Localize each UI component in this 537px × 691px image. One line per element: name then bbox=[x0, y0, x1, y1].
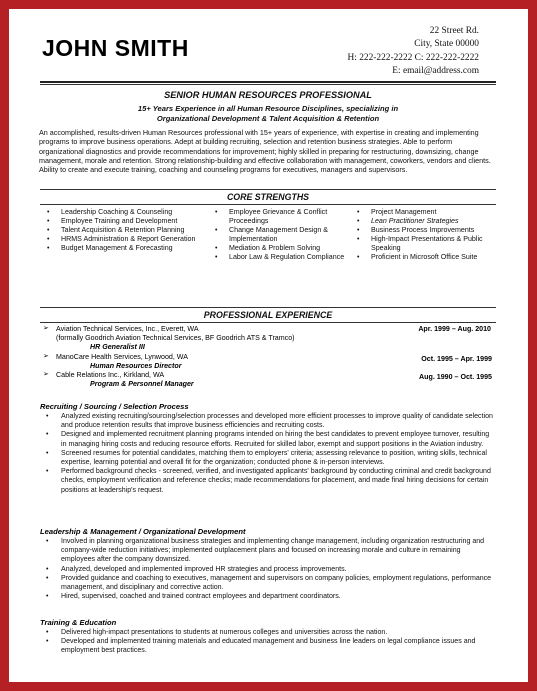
core-strengths-column-1 bbox=[46, 208, 211, 253]
bullet-icon: • bbox=[46, 538, 49, 545]
recruiting-list bbox=[46, 412, 494, 495]
list-item-text: Proficient in Microsoft Office Suite bbox=[371, 253, 478, 261]
job-dates: Aug. 1990 – Oct. 1995 bbox=[419, 373, 492, 381]
section-divider bbox=[40, 189, 496, 190]
list-item-text: Delivered high-impact presentations to students at numerous colleges and universities across the nation. bbox=[61, 629, 388, 636]
list-item-text: Leadership Coaching & Counseling bbox=[61, 208, 173, 216]
list-item bbox=[356, 208, 501, 217]
list-item bbox=[214, 244, 354, 253]
bullet-icon: • bbox=[215, 209, 218, 216]
list-item-text: Analyzed, developed and implemented improved HR strategies and process improvements. bbox=[61, 565, 347, 573]
list-item-text: Hired, supervised, coached and trained contract employees and department coordinators. bbox=[61, 593, 341, 601]
job-dates: Apr. 1999 – Aug. 2010 bbox=[418, 325, 491, 333]
headline-subtitle bbox=[40, 104, 496, 124]
bullet-icon: • bbox=[357, 227, 360, 234]
bullet-icon: • bbox=[46, 565, 49, 573]
list-item bbox=[214, 226, 354, 244]
list-item bbox=[46, 217, 211, 226]
bullet-icon: • bbox=[215, 254, 218, 261]
bullet-icon: • bbox=[47, 236, 50, 243]
candidate-name: JOHN SMITH bbox=[42, 35, 189, 61]
bullet-icon: • bbox=[46, 574, 49, 582]
list-item-text: Performed background checks - screened, verified, and investigated applicants' background by conducting criminal and credit background checks, employment verification and reference checks; made recommendations for placement, and made final hiring decisions for certain positions at leadership's request. bbox=[61, 468, 491, 494]
list-item bbox=[356, 217, 501, 226]
list-item bbox=[46, 412, 494, 430]
list-item-text: Talent Acquisition & Retention Planning bbox=[61, 226, 185, 234]
job-entry bbox=[43, 353, 498, 371]
arrow-icon: ➢ bbox=[43, 325, 49, 332]
bullet-icon: • bbox=[46, 638, 49, 646]
contact-email: E: email@address.com bbox=[392, 66, 479, 77]
list-item bbox=[46, 637, 494, 655]
contact-phones: H: 222-222-2222 C: 222-222-2222 bbox=[347, 52, 479, 63]
section-divider bbox=[40, 204, 496, 205]
list-item-text: Involved in planning organizational business strategies and implementing change management, including organization restructuring and company-wide reduction initiatives; implemented outplacement plans and focused on increasing morale and culture in remaining employees after the company downsized. bbox=[61, 538, 485, 564]
list-item bbox=[46, 628, 494, 637]
list-item bbox=[46, 565, 494, 574]
list-item-text: Analyzed existing recruiting/sourcing/selection processes and developed more efficient processes to improve quality of candidate selection and produce retention results that improve business efficiencies and recruiting costs. bbox=[61, 413, 493, 430]
list-item-text: Employee Grievance & Conflict Proceedings bbox=[229, 208, 328, 225]
contact-address: 22 Street Rd. bbox=[429, 26, 479, 36]
bullet-icon: • bbox=[357, 254, 360, 261]
job-formerly: (formally Goodrich Aviation Technical Services, BF Goodrich ATS & Tramco) bbox=[56, 334, 295, 342]
job-dates: Oct. 1995 – Apr. 1999 bbox=[421, 355, 492, 363]
list-item bbox=[46, 574, 494, 592]
list-item bbox=[46, 592, 494, 601]
summary-paragraph: An accomplished, results-driven Human Resources professional with 15+ years of experience, with expertise in creating and implementing programs to improve business operations. Adept at building recruiting, selection and retention business strategies. Able to perform organizational diagnostics and provide recommendations for improvement; highly skilled in preparing for restructuring, downsizing, change management, morale and retention. Strong relationship-building and effective collaboration with management, coworkers, vendors and clients. Ability to create and execute training, coaching and counseling programs for executives, managers and supervisors. bbox=[39, 128, 491, 175]
core-strengths-column-3 bbox=[356, 208, 501, 262]
section-divider bbox=[40, 322, 496, 323]
bullet-icon: • bbox=[46, 468, 49, 476]
list-item-text: Mediation & Problem Solving bbox=[229, 244, 321, 252]
list-item bbox=[46, 430, 494, 448]
list-item-text: Employee Training and Development bbox=[61, 217, 178, 225]
core-strengths-title: CORE STRENGTHS bbox=[226, 192, 310, 202]
list-item bbox=[356, 235, 501, 253]
list-item-text: Provided guidance and coaching to executives, management and supervisors on company policies, employment regulations, performance management, and disciplinary and corrective action. bbox=[61, 574, 492, 592]
bullet-icon: • bbox=[47, 218, 50, 225]
bullet-icon: • bbox=[357, 236, 360, 243]
list-item bbox=[46, 467, 494, 495]
list-item bbox=[356, 253, 501, 262]
bullet-icon: • bbox=[47, 245, 50, 252]
leadership-subheading: Leadership & Management / Organizational Development bbox=[40, 527, 246, 536]
list-item bbox=[46, 449, 494, 467]
core-strengths-column-2 bbox=[214, 208, 354, 262]
list-item bbox=[46, 208, 211, 217]
list-item-text: Designed and implemented recruitment planning programs intended on hiring the best candidates to prevent employee turnover, resulting in managing hiring costs and reducing resource efforts. Recruited for skilled labor, exempt and support positions in the Aviation industry. bbox=[61, 431, 490, 448]
list-item-text: Project Management bbox=[371, 208, 437, 216]
list-item-text: Lean Practitioner Strategies bbox=[371, 217, 459, 225]
leadership-list bbox=[46, 537, 494, 601]
list-item-text: Business Process Improvements bbox=[371, 226, 475, 234]
bullet-icon: • bbox=[46, 449, 49, 457]
list-item-text: Developed and implemented training materials and educated management and business line leaders on legal compliance issues and employment best practices. bbox=[61, 638, 476, 655]
arrow-icon: ➢ bbox=[43, 353, 49, 360]
bullet-icon: • bbox=[215, 227, 218, 234]
header-divider-thin bbox=[40, 84, 496, 85]
contact-city: City, State 00000 bbox=[414, 39, 479, 50]
bullet-icon: • bbox=[47, 227, 50, 234]
list-item bbox=[46, 244, 211, 253]
bullet-icon: • bbox=[47, 209, 50, 216]
recruiting-subheading: Recruiting / Sourcing / Selection Process bbox=[40, 402, 189, 411]
training-list bbox=[46, 628, 494, 656]
bullet-icon: • bbox=[357, 209, 360, 216]
subtitle-line-1: 15+ Years Experience in all Human Resource Disciplines, specializing in bbox=[137, 104, 399, 113]
list-item bbox=[214, 253, 354, 262]
list-item-text: HRMS Administration & Report Generation bbox=[61, 235, 196, 243]
job-company: Cable Relations Inc., Kirkland, WA bbox=[56, 371, 165, 379]
job-company: ManoCare Health Services, Lynwood, WA bbox=[56, 353, 188, 361]
list-item-text: High-Impact Presentations & Public Speaking bbox=[371, 235, 483, 252]
contact-block bbox=[347, 25, 479, 79]
job-title: Program & Personnel Manager bbox=[90, 380, 194, 388]
job-company: Aviation Technical Services, Inc., Everett, WA bbox=[56, 325, 199, 333]
bullet-icon: • bbox=[46, 413, 49, 420]
list-item-text: Screened resumes for potential candidates, matching them to employers' criteria; assessing relevance to position, writing skills, technical expertise, learning potential and overall fit for the organization; conducted phone & in-person interviews. bbox=[61, 449, 487, 467]
bullet-icon: • bbox=[46, 629, 49, 636]
list-item bbox=[214, 208, 354, 226]
list-item bbox=[46, 226, 211, 235]
section-divider bbox=[40, 307, 496, 308]
job-entry bbox=[43, 325, 498, 353]
professional-headline: SENIOR HUMAN RESOURCES PROFESSIONAL bbox=[164, 90, 372, 100]
job-entry bbox=[43, 371, 498, 389]
header-divider bbox=[40, 81, 496, 83]
experience-title: PROFESSIONAL EXPERIENCE bbox=[203, 310, 333, 320]
list-item-text: Labor Law & Regulation Compliance bbox=[229, 253, 345, 261]
list-item-text: Budget Management & Forecasting bbox=[61, 244, 173, 252]
subtitle-line-2: Organizational Development & Talent Acquisition & Retention bbox=[156, 114, 380, 123]
list-item-text: Change Management Design & Implementation bbox=[229, 226, 328, 243]
list-item bbox=[46, 235, 211, 244]
bullet-icon: • bbox=[357, 218, 360, 225]
bullet-icon: • bbox=[46, 431, 49, 439]
bullet-icon: • bbox=[46, 593, 49, 601]
arrow-icon: ➢ bbox=[43, 371, 49, 378]
job-title: HR Generalist III bbox=[90, 343, 145, 351]
job-title: Human Resources Director bbox=[90, 362, 182, 370]
bullet-icon: • bbox=[215, 245, 218, 252]
list-item bbox=[46, 537, 494, 565]
training-subheading: Training & Education bbox=[40, 618, 117, 627]
list-item bbox=[356, 226, 501, 235]
